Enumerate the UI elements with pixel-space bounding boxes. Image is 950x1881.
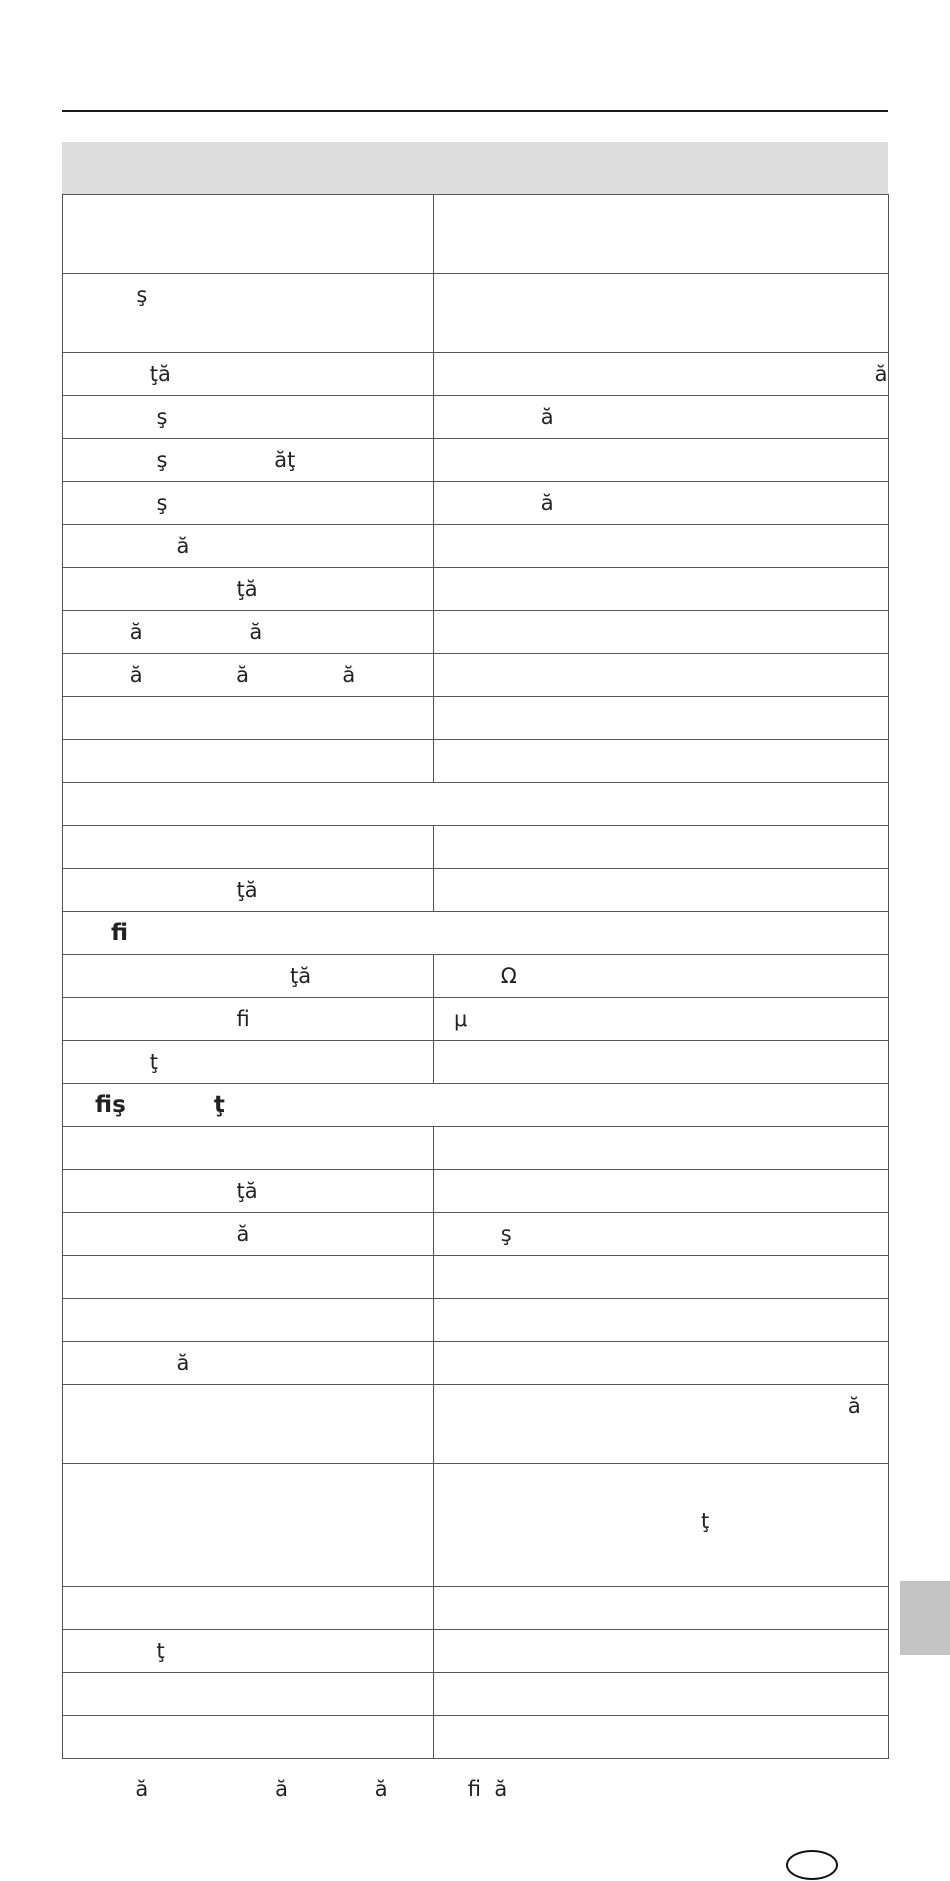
table-row: [63, 654, 889, 697]
row-label: ţă: [63, 869, 434, 912]
row-label: ă: [63, 525, 434, 568]
row-value: [434, 697, 889, 740]
row-value: ă: [434, 482, 889, 525]
footnote: ă ă ă fi ă: [62, 1777, 508, 1801]
table-row: [63, 1342, 889, 1385]
table-row: [63, 353, 889, 396]
table-row: [63, 1299, 889, 1342]
spec-table: [62, 194, 889, 1759]
section-row: [63, 783, 889, 826]
row-label: ţ: [63, 1630, 434, 1673]
row-label: fi: [63, 998, 434, 1041]
table-row: [63, 1213, 889, 1256]
table-row: [63, 1127, 889, 1170]
row-label: ş: [63, 482, 434, 525]
row-label: [63, 1587, 434, 1630]
row-value: Ω: [434, 955, 889, 998]
table-row: [63, 1385, 889, 1464]
row-value: [434, 1630, 889, 1673]
row-value: [434, 1587, 889, 1630]
table-row: [63, 1464, 889, 1587]
table-row: [63, 611, 889, 654]
table-row: [63, 568, 889, 611]
row-label: ţă: [63, 1170, 434, 1213]
table-row: [63, 195, 889, 274]
top-rule: [62, 110, 888, 112]
row-value: [434, 1041, 889, 1084]
row-value: [434, 826, 889, 869]
row-label: [63, 1673, 434, 1716]
row-value: ţ: [434, 1464, 889, 1587]
row-value: [434, 439, 889, 482]
row-value: [434, 611, 889, 654]
row-label: [63, 1716, 434, 1759]
row-value: [434, 1299, 889, 1342]
row-value: [434, 568, 889, 611]
row-label: [63, 1385, 434, 1464]
row-label: [63, 1464, 434, 1587]
table-row: [63, 1256, 889, 1299]
section-row: [63, 912, 889, 955]
row-label: ţă: [63, 955, 434, 998]
row-label: ş ăţ: [63, 439, 434, 482]
table-header-bar: [62, 142, 888, 194]
row-value: [434, 740, 889, 783]
table-row: [63, 998, 889, 1041]
row-value: [434, 1342, 889, 1385]
row-value: [434, 869, 889, 912]
table-row: [63, 525, 889, 568]
row-value: ş: [434, 1213, 889, 1256]
row-label: ă: [63, 1213, 434, 1256]
table-row: [63, 740, 889, 783]
row-value: [434, 1170, 889, 1213]
row-value: ă: [434, 353, 889, 396]
section-heading: [63, 783, 889, 826]
table-row: [63, 482, 889, 525]
row-value: [434, 654, 889, 697]
row-label: [63, 1299, 434, 1342]
row-label: ă ă: [63, 611, 434, 654]
row-label: ş: [63, 274, 434, 353]
table-row: [63, 396, 889, 439]
table-row: [63, 1673, 889, 1716]
side-tab: [900, 1581, 950, 1655]
table-row: [63, 439, 889, 482]
table-row: [63, 1630, 889, 1673]
section-heading: fiş ţ: [63, 1084, 889, 1127]
language-badge-icon: [786, 1850, 838, 1880]
row-value: [434, 525, 889, 568]
row-value: [434, 1716, 889, 1759]
section-heading: fi: [63, 912, 889, 955]
table-row: [63, 1587, 889, 1630]
row-label: ţă: [63, 353, 434, 396]
row-label: [63, 826, 434, 869]
row-label: ă ă ă: [63, 654, 434, 697]
table-row: [63, 697, 889, 740]
table-row: [63, 1716, 889, 1759]
row-value: [434, 1256, 889, 1299]
table-row: [63, 1041, 889, 1084]
row-label: [63, 1256, 434, 1299]
table-row: [63, 274, 889, 353]
row-value: ă: [434, 396, 889, 439]
row-value: [434, 1127, 889, 1170]
row-label: [63, 1127, 434, 1170]
section-row: [63, 1084, 889, 1127]
table-row: [63, 869, 889, 912]
row-label: [63, 195, 434, 274]
row-value: μ: [434, 998, 889, 1041]
row-value: [434, 274, 889, 353]
row-value: [434, 195, 889, 274]
row-label: ţă: [63, 568, 434, 611]
table-row: [63, 826, 889, 869]
row-value: ă: [434, 1385, 889, 1464]
table-row: [63, 955, 889, 998]
row-label: ş: [63, 396, 434, 439]
row-label: ţ: [63, 1041, 434, 1084]
row-value: [434, 1673, 889, 1716]
row-label: [63, 697, 434, 740]
row-label: [63, 740, 434, 783]
row-label: ă: [63, 1342, 434, 1385]
table-row: [63, 1170, 889, 1213]
